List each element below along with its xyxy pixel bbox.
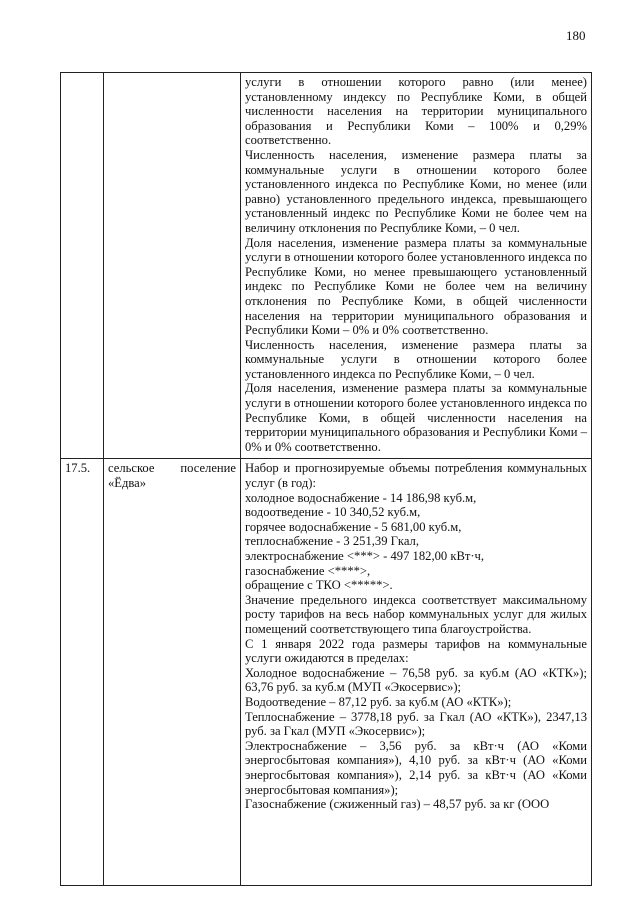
paragraph: газоснабжение <****>,	[245, 563, 371, 578]
page-number: 180	[566, 28, 586, 43]
paragraph: теплоснабжение - 3 251,39 Гкал,	[245, 534, 419, 549]
paragraph: услуги в отношении которого равно (или менее) установленному индексу по Республике Коми, в общей численности населения на территории муниципального образования и Республики Коми – 100% и 0,29% соответственно.	[245, 75, 587, 148]
paragraph: холодное водоснабжение - 14 186,98 куб.м,	[245, 490, 477, 505]
paragraph: Доля населения, изменение размера платы за коммунальные услуги в отношении которого более установленного индекса по Республике Коми, но менее превышающего установленный индекс по Республике Коми не более чем на величину отклонения по Республике Коми, в общей численности населения на территории муниципального образования и Республики Коми – 0% и 0% соответственно.	[245, 235, 587, 338]
paragraph: Численность населения, изменение размера платы за коммунальные услуги в отношении которого более установленного индекса по Республике Коми, – 0 чел.	[245, 337, 587, 381]
row-text-cell	[241, 73, 592, 459]
row-text-cell	[241, 459, 592, 886]
row-name-cell	[104, 73, 241, 459]
paragraph: С 1 января 2022 года размеры тарифов на коммунальные услуги ожидаются в пределах:	[245, 636, 587, 666]
paragraph: Электроснабжение – 3,56 руб. за кВт·ч (АО «Коми энергосбытовая компания»), 4,10 руб. за кВт·ч (АО «Коми энергосбытовая компания»), 2,14 руб. за кВт·ч (АО «Коми энергосбытовая компания»);	[245, 738, 587, 797]
table-row	[61, 73, 592, 459]
table-row	[61, 459, 592, 886]
row-number-cell: 17.5.	[61, 459, 104, 886]
paragraph: Численность населения, изменение размера платы за коммунальные услуги в отношении которого более установленного индекса по Республике Коми, но менее (или равно) установленного предельного индекса, превышающего установленный индекс по Республике Коми не более чем на величину отклонения по Республике Коми, – 0 чел.	[245, 147, 587, 235]
row-number-cell	[61, 73, 104, 459]
paragraph: Значение предельного индекса соответствует максимальному росту тарифов на весь набор коммунальных услуг для жилых помещений соответствующего типа благоустройства.	[245, 592, 587, 636]
document-table	[60, 72, 592, 886]
paragraph: Теплоснабжение – 3778,18 руб. за Гкал (АО «КТК»), 2347,13 руб. за Гкал (МУП «Экосервис»);	[245, 709, 587, 739]
paragraph: Холодное водоснабжение – 76,58 руб. за куб.м (АО «КТК»); 63,76 руб. за куб.м (МУП «Экосервис»);	[245, 665, 587, 695]
paragraph: Набор и прогнозируемые объемы потребления коммунальных услуг (в год):	[245, 461, 587, 491]
paragraph: Водоотведение – 87,12 руб. за куб.м (АО «КТК»);	[245, 694, 512, 709]
paragraph: горячее водоснабжение - 5 681,00 куб.м,	[245, 519, 462, 534]
paragraph: электроснабжение <***> - 497 182,00 кВт·ч,	[245, 549, 485, 563]
paragraph: Доля населения, изменение размера платы за коммунальные услуги в отношении которого более установленного индекса по Республике Коми, в общей численности населения на территории муниципального образования и Республики Коми – 0% и 0% соответственно.	[245, 381, 587, 454]
paragraph: водоотведение - 10 340,52 куб.м,	[245, 505, 421, 520]
paragraph: Газоснабжение (сжиженный газ) – 48,57 руб. за кг (ООО	[245, 797, 550, 812]
paragraph: обращение с ТКО <*****>.	[245, 578, 393, 593]
row-name-cell: сельское поселение «Ёдва»	[104, 459, 241, 886]
